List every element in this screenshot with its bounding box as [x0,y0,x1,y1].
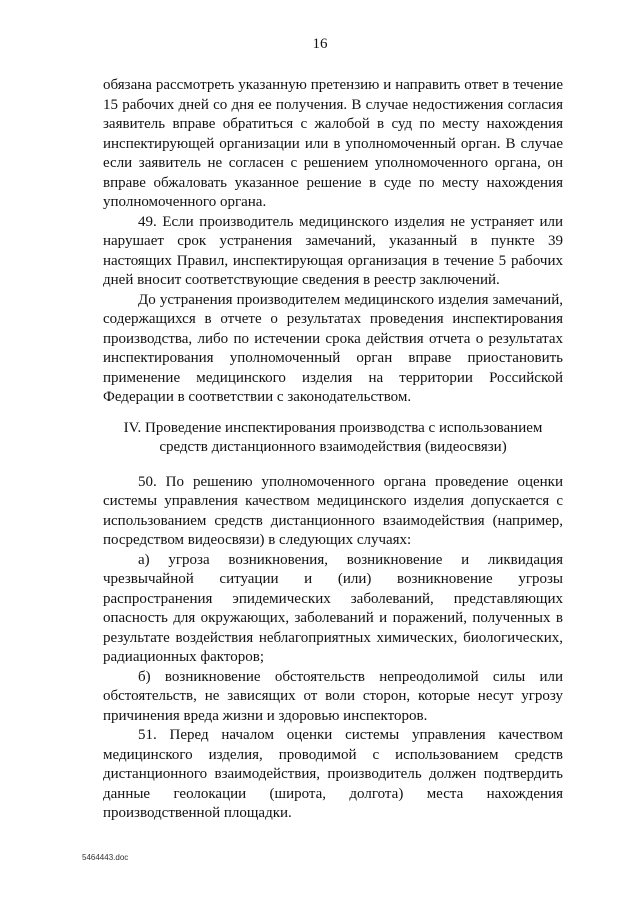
paragraph-continuation: обязана рассмотреть указанную претензию и направить ответ в течение 15 рабочих дней со дня ее получения. В случае недостижения согласия заявитель вправе обратиться с жалобой в суд по месту нахождения инспектирующей организации или в уполномоченный орган. В случае если заявитель не согласен с решением уполномоченного органа, он вправе обжаловать указанное решение в суде по месту нахождения уполномоченного органа. [103,77,563,210]
paragraph-clause-50-a: а) угроза возникновения, возникновение и ликвидация чрезвычайной ситуации и (или) возникновение угрозы распространения эпидемических заболеваний, представляющих опасность для окружающих, заболеваний и поражений, полученных в результате воздействия неблагоприятных химических, биологических, радиационных факторов; [103,551,563,665]
paragraph-clause-50-b: б) возникновение обстоятельств непреодолимой силы или обстоятельств, не зависящих от воли сторон, которые несут угрозу причинения вреда жизни и здоровью инспекторов. [103,668,563,724]
section-heading-iv: IV. Проведение инспектирования производства с использованием средств дистанционного взаимодействия (видеосвязи) [123,419,543,455]
page-number: 16 [312,36,328,52]
paragraph-suspension: До устранения производителем медицинского изделия замечаний, содержащихся в отчете о результатах проведения инспектирования производства, либо по истечении срока действия отчета о результатах инспектирования уполномоченный орган вправе приостановить применение медицинского изделия на территории Российской Федерации в соответствии с законодательством. [103,291,563,405]
document-body [103,76,563,824]
paragraph-clause-50: 50. По решению уполномоченного органа проведение оценки системы управления качеством медицинского изделия допускается с использованием средств дистанционного взаимодействия (например, посредством видеосвязи) в следующих случаях: [103,473,563,548]
footer-filename: 5464443.doc [82,853,129,862]
paragraph-clause-49: 49. Если производитель медицинского изделия не устраняет или нарушает срок устранения замечаний, указанный в пункте 39 настоящих Правил, инспектирующая организация в течение 5 рабочих дней вносит соответствующие сведения в реестр заключений. [103,213,563,288]
paragraph-clause-51: 51. Перед началом оценки системы управления качеством медицинского изделия, проводимой с использованием средств дистанционного взаимодействия, производитель должен подтвердить данные геолокации (широта, долгота) места нахождения производственной площадки. [103,727,563,821]
